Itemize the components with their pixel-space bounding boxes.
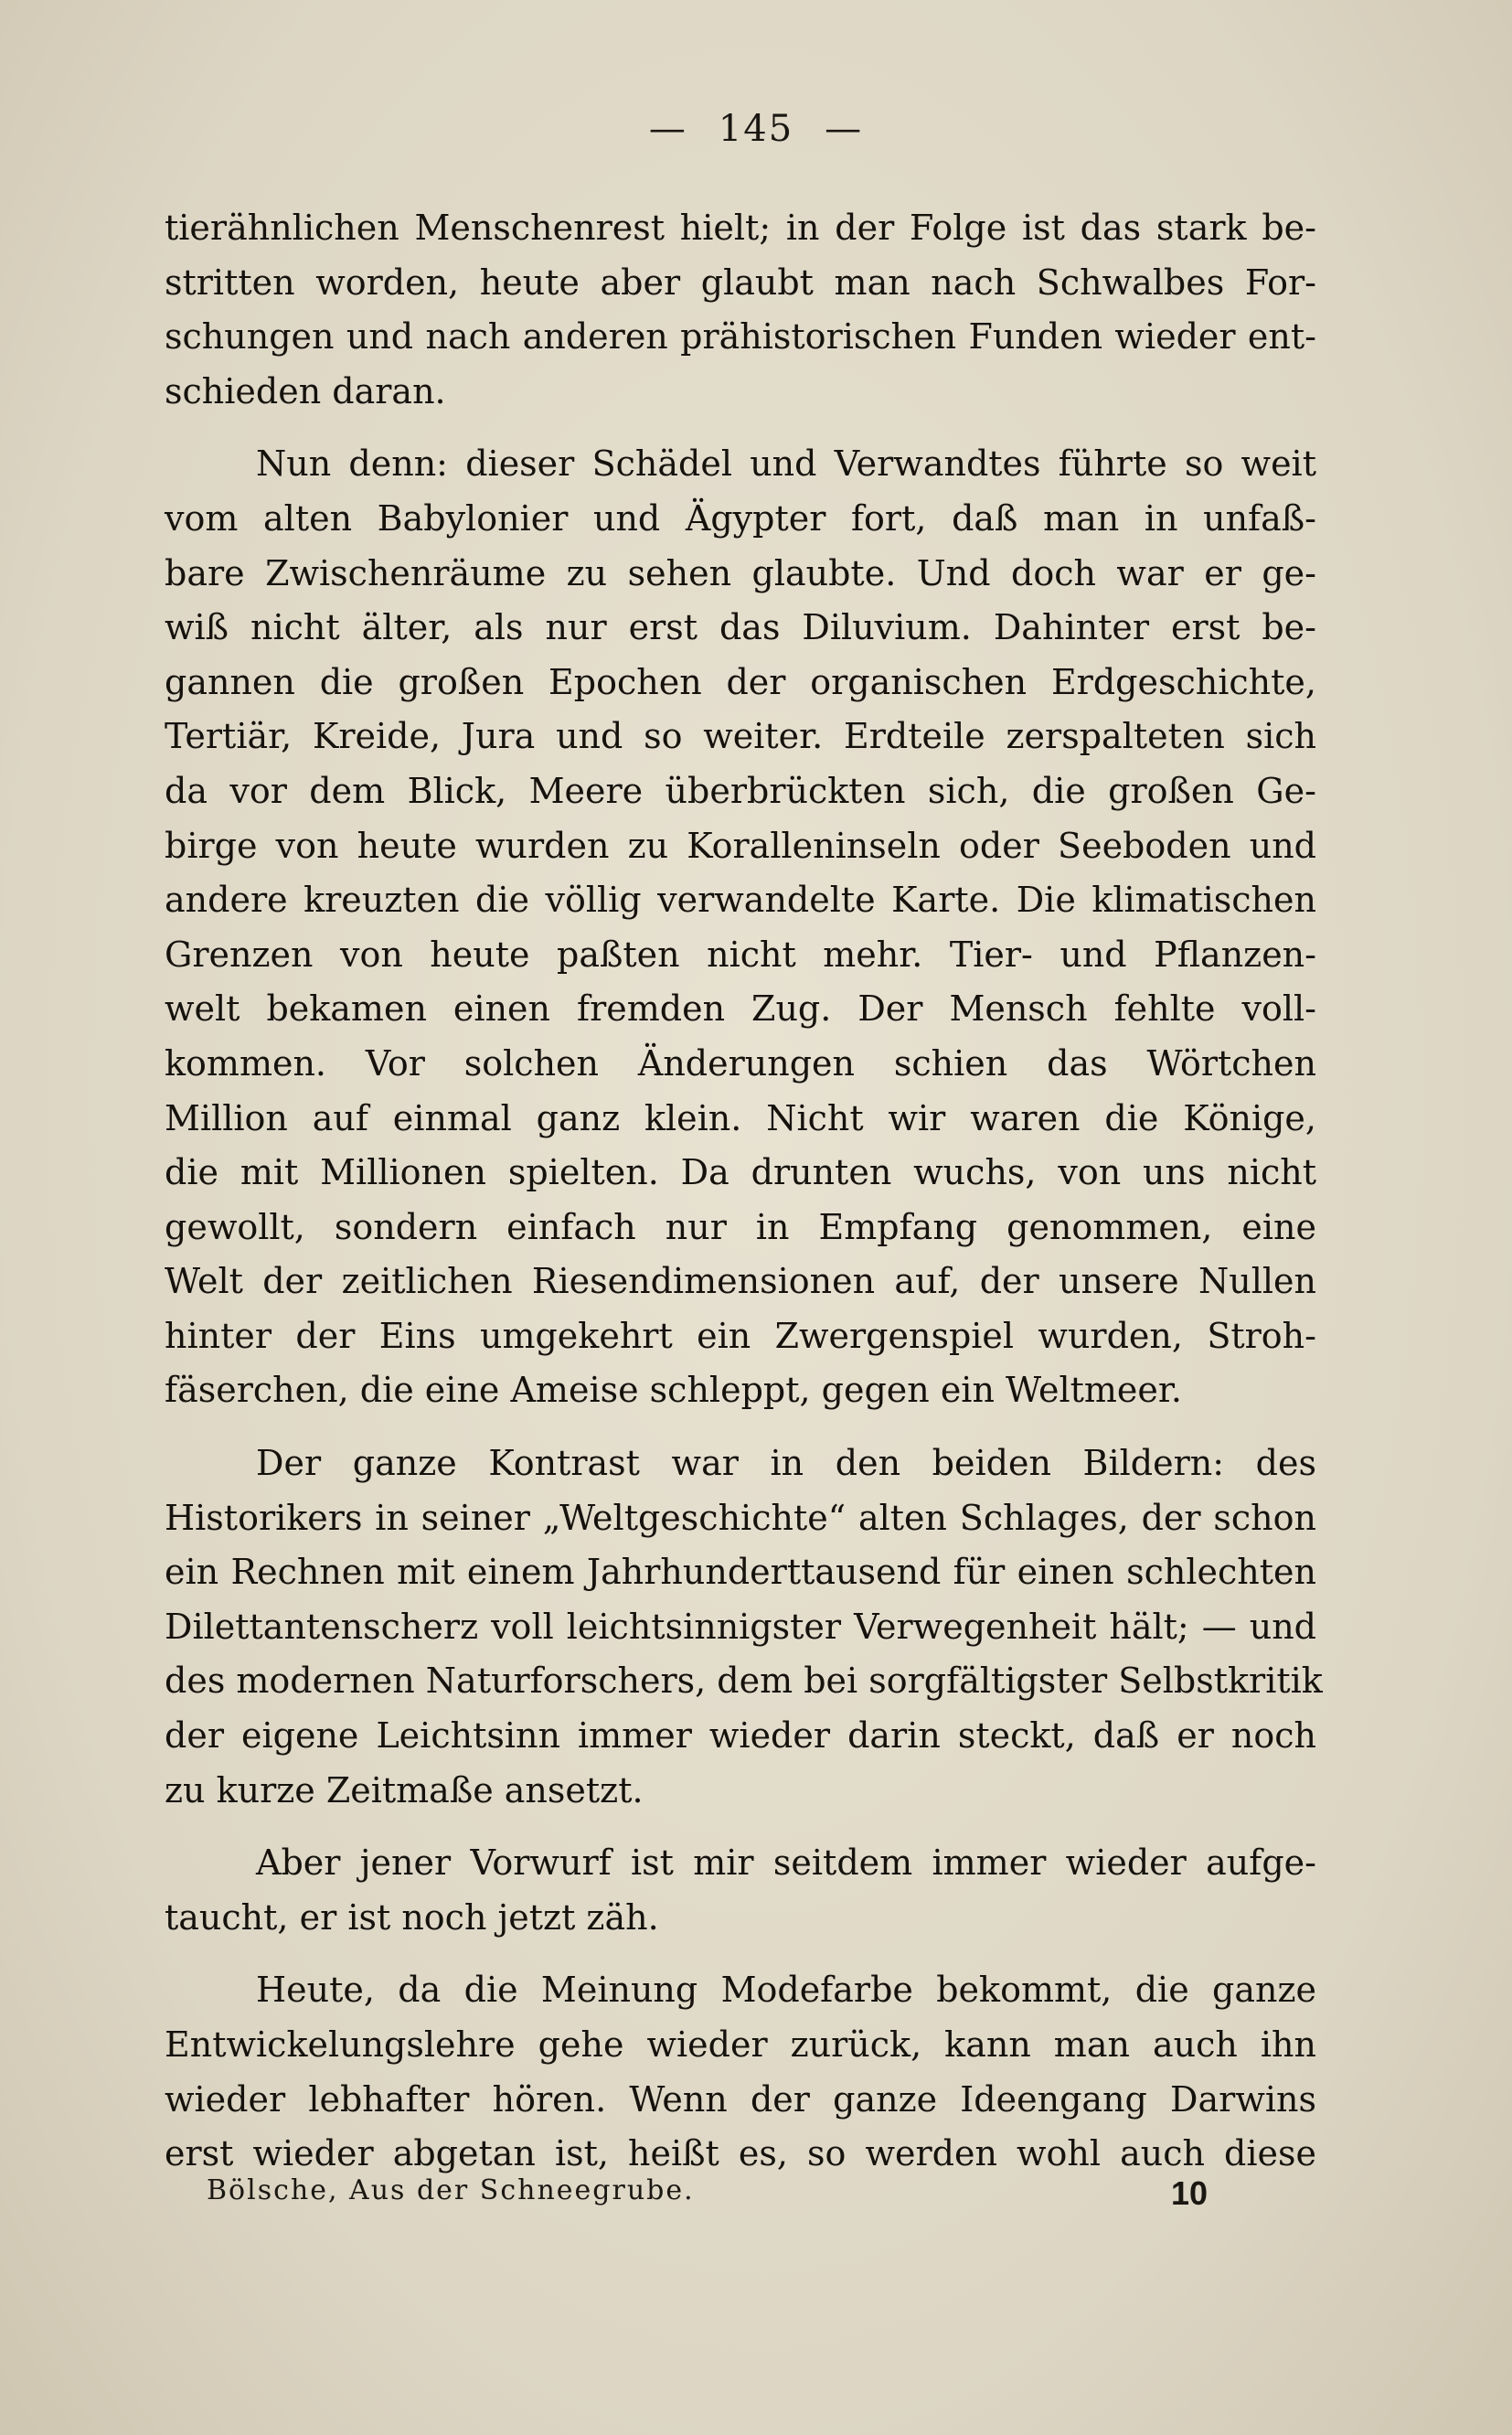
sheet-number: 10 (1171, 2174, 1209, 2212)
header-dash-right: — (825, 108, 864, 150)
paragraph-1 (165, 201, 1316, 419)
text-line: Tertiär, Kreide, Jura und so weiter. Erdteile zerspalteten sich (165, 716, 1316, 757)
text-line: gewollt, sondern einfach nur in Empfang genommen, eine (165, 1206, 1316, 1247)
paragraph-4 (165, 1836, 1316, 1945)
header-dash-left: — (648, 108, 687, 150)
text-line: tierähnlichen Menschenrest hielt; in der Folge ist das stark be- (165, 208, 1316, 248)
text-line: Dilettantenscherz voll leichtsinnigster Verwegenheit hält; — und (165, 1606, 1316, 1647)
text-line: fäserchen, die eine Ameise schleppt, gegen ein Weltmeer. (165, 1370, 1182, 1411)
text-line: wieder lebhafter hören. Wenn der ganze Ideengang Darwins (165, 2078, 1316, 2120)
text-line: bare Zwischenräume zu sehen glaubte. Und doch war er ge- (165, 552, 1316, 593)
text-line: wiß nicht älter, als nur erst das Diluvium. Dahinter erst be- (165, 607, 1316, 648)
text-line: da vor dem Blick, Meere überbrückten sich, die großen Ge- (165, 770, 1316, 811)
text-line: Million auf einmal ganz klein. Nicht wir waren die Könige, (165, 1097, 1316, 1138)
paragraph-3 (165, 1436, 1323, 1818)
text-line: Welt der zeitlichen Riesendimensionen auf, der unsere Nullen (165, 1261, 1316, 1302)
text-line: erst wieder abgetan ist, heißt es, so werden wohl auch diese (165, 2133, 1316, 2174)
text-line: des modernen Naturforschers, dem bei sorgfältigster Selbstkritik (165, 1661, 1323, 1702)
text-line: taucht, er ist noch jetzt zäh. (165, 1896, 659, 1938)
page-number: 145 (718, 108, 794, 150)
text-line: welt bekamen einen fremden Zug. Der Mensch fehlte voll- (165, 988, 1316, 1030)
text-line: andere kreuzten die völlig verwandelte Karte. Die klimatischen (165, 880, 1316, 921)
text-line: ein Rechnen mit einem Jahrhunderttausend für einen schlechten (165, 1552, 1316, 1593)
text-line: zu kurze Zeitmaße ansetzt. (165, 1769, 644, 1810)
paragraph-2 (165, 437, 1316, 1418)
text-line: Historikers in seiner „Weltgeschichte“ alten Schlages, der schon (165, 1497, 1316, 1538)
text-line: der eigene Leichtsinn immer wieder darin steckt, daß er noch (165, 1715, 1316, 1757)
text-line: stritten worden, heute aber glaubt man nach Schwalbes For- (165, 262, 1316, 303)
paragraph-5 (165, 1963, 1316, 2181)
text-line: birge von heute wurden zu Koralleninseln oder Seeboden und (165, 825, 1316, 866)
text-line: gannen die großen Epochen der organischen Erdgeschichte, (165, 661, 1316, 702)
text-line: Der ganze Kontrast war in den beiden Bildern: des (256, 1443, 1316, 1484)
text-line: schungen und nach anderen prähistorischen Funden wieder ent- (165, 316, 1316, 358)
text-line: kommen. Vor solchen Änderungen schien das Wörtchen (165, 1042, 1316, 1084)
text-line: Heute, da die Meinung Modefarbe bekommt, die ganze (256, 1970, 1316, 2011)
page-header (0, 108, 1512, 150)
text-line: die mit Millionen spielten. Da drunten wuchs, von uns nicht (165, 1152, 1316, 1193)
text-line: Entwickelungslehre gehe wieder zurück, kann man auch ihn (165, 2024, 1316, 2065)
text-line: schieden daran. (165, 370, 446, 411)
text-line: Grenzen von heute paßten nicht mehr. Tier- und Pflanzen- (165, 934, 1316, 975)
text-line: Nun denn: dieser Schädel und Verwandtes führte so weit (256, 443, 1316, 485)
book-signature: Bölsche, Aus der Schneegrube. (207, 2174, 695, 2206)
text-line: Aber jener Vorwurf ist mir seitdem immer wieder aufge- (256, 1842, 1316, 1884)
body-text (165, 201, 1323, 2182)
text-line: hinter der Eins umgekehrt ein Zwergenspiel wurden, Stroh- (165, 1315, 1316, 1356)
text-line: vom alten Babylonier und Ägypter fort, daß man in unfaß- (165, 497, 1316, 539)
